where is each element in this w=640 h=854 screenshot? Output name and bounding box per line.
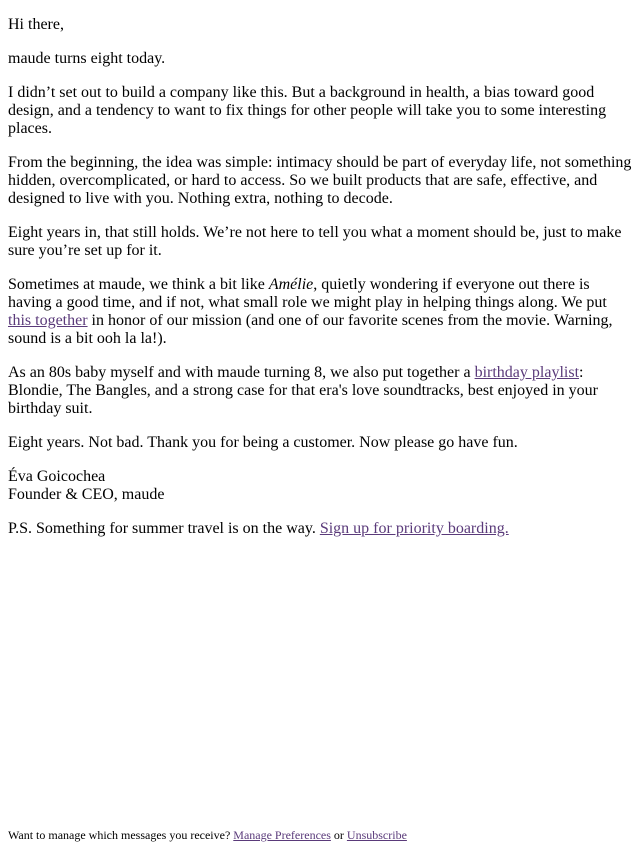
ps-text: P.S. Something for summer travel is on the way. [8,520,320,537]
amelie-paragraph [8,276,633,348]
birthday-playlist-link[interactable]: birthday playlist [474,364,580,381]
unsubscribe-link[interactable]: Unsubscribe [346,828,407,842]
signature [8,468,633,504]
footer-text: Want to manage which messages you receive? [8,828,234,842]
manage-preferences-link[interactable]: Manage Preferences [233,828,331,842]
playlist-text-b: : Blondie, The Bangles, and a strong case for that era's love soundtracks, best enjoyed in your birthday suit. [8,364,598,417]
signature-name: Éva Goicochea [8,468,106,485]
amelie-text-a: Sometimes at maude, we think a bit like [8,276,269,293]
ps-paragraph [8,520,633,538]
greeting: Hi there, [8,16,64,33]
footer-or: or [330,828,347,842]
email-body [8,16,633,554]
thank-you-paragraph: Eight years. Not bad. Thank you for being a customer. Now please go have fun. [8,434,518,451]
this-together-link[interactable]: this together [8,312,88,329]
email-footer [8,828,407,842]
movie-title: Amélie [268,276,314,293]
eight-years-paragraph: Eight years in, that still holds. We’re not here to tell you what a moment should be, just to make sure you’re set up for it. [8,224,622,259]
playlist-text-a: As an 80s baby myself and with maude turning 8, we also put together a [8,364,475,381]
intro-paragraph: maude turns eight today. [8,50,166,67]
signature-title: Founder & CEO, maude [8,486,165,503]
priority-boarding-link[interactable]: Sign up for priority boarding. [319,520,509,537]
playlist-paragraph [8,364,633,418]
amelie-text-c: in honor of our mission (and one of our favorite scenes from the movie. Warning, sound is a bit ooh la la!). [8,312,613,347]
mission-paragraph: From the beginning, the idea was simple: intimacy should be part of everyday life, not something hidden, overcomplicated, or hard to access. So we built products that are safe, effective, and designed to live with you. Nothing extra, nothing to decode. [8,154,632,207]
amelie-text-b: , quietly wondering if everyone out there is having a good time, and if not, what small role we might play in helping things along. We put [8,276,607,311]
background-paragraph: I didn’t set out to build a company like this. But a background in health, a bias toward good design, and a tendency to want to fix things for other people will take you to some interesting places. [8,84,607,137]
